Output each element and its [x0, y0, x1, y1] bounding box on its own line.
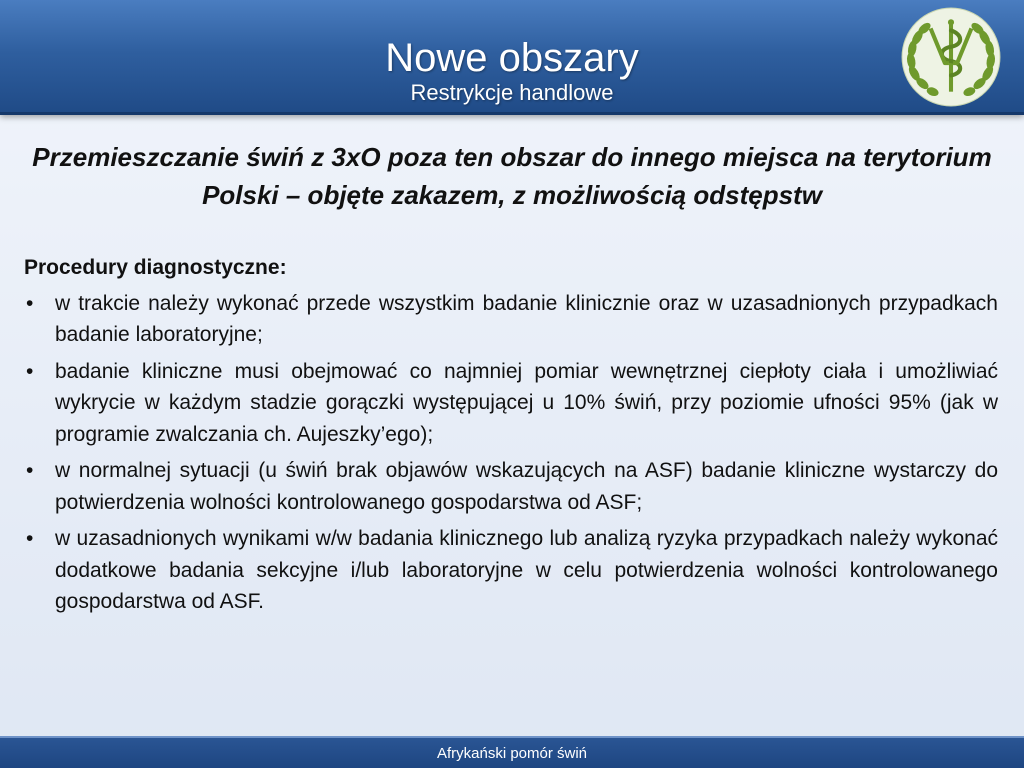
bullet-dot: •: [26, 359, 34, 383]
slide-footer: [0, 736, 1024, 768]
procedures-label: Procedury diagnostyczne:: [24, 256, 287, 279]
slide-header: [0, 0, 1024, 115]
slide-content: [24, 252, 998, 623]
bullet-text: badanie kliniczne musi obejmować co najmniej pomiar wewnętrznej ciepłoty ciała i umożliwiać wykrycie w każdym stadzie gorączki występującej u 10% świń, przy poziomie ufności 95% (jak w programie zwalczania ch. Aujeszky’ego);: [55, 359, 998, 446]
list-item: [24, 523, 998, 618]
main-heading: Przemieszczanie świń z 3xO poza ten obszar do innego miejsca na terytorium Polski – objęte zakazem, z możliwością odstępstw: [32, 142, 992, 210]
list-item: [24, 356, 998, 451]
bullet-dot: •: [26, 291, 34, 315]
bullet-text: w normalnej sytuacji (u świń brak objawów wskazujących na ASF) badanie kliniczne wystarczy do potwierdzenia wolności kontrolowanego gospodarstwa od ASF;: [55, 459, 998, 514]
footer-text: Afrykański pomór świń: [436, 745, 588, 762]
bullet-dot: •: [26, 527, 34, 550]
veterinary-emblem-icon: [900, 6, 1002, 108]
bullet-text: w trakcie należy wykonać przede wszystkim badanie klinicznie oraz w uzasadnionych przypadkach badanie laboratoryjne;: [55, 291, 998, 346]
list-item: [24, 455, 998, 518]
slide-subtitle: Restrykcje handlowe: [410, 80, 614, 105]
bullet-list: [24, 288, 998, 618]
list-item: [24, 288, 998, 351]
slide-title: Nowe obszary: [385, 36, 639, 80]
bullet-dot: •: [26, 459, 34, 482]
bullet-text: w uzasadnionych wynikami w/w badania klinicznego lub analizą ryzyka przypadkach należy wykonać dodatkowe badania sekcyjne i/lub laboratoryjne w celu potwierdzenia wolności kontrolowanego gospodarstwa od ASF.: [55, 527, 998, 613]
